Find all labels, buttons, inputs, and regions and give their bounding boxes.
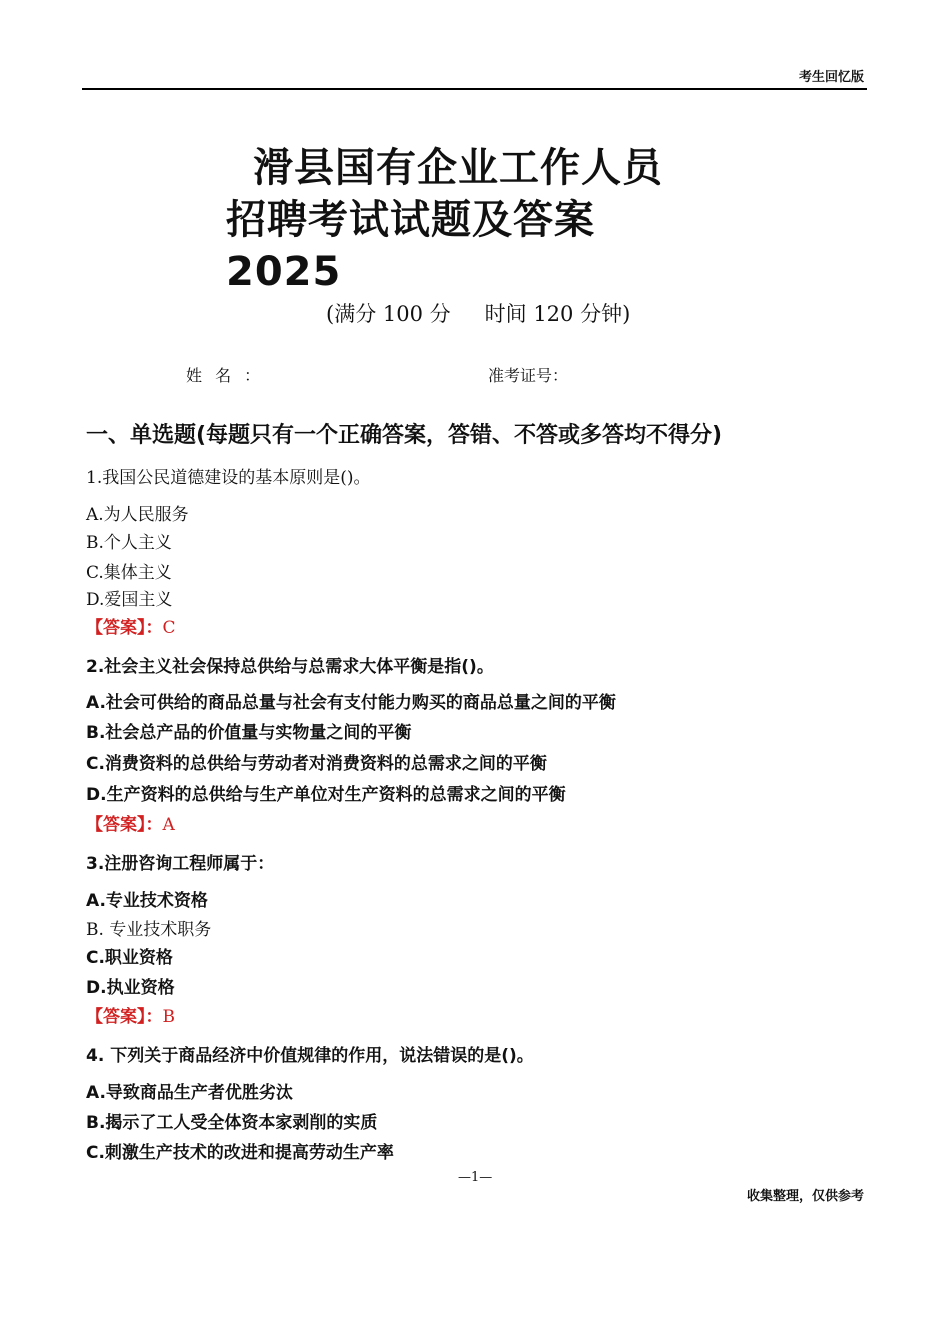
answer-value: B [162, 1007, 175, 1027]
document-title [226, 142, 663, 298]
title-line-1: 滑县国有企业工作人员 [253, 145, 663, 191]
question-3-option-a: A.专业技术资格 [86, 891, 208, 911]
question-4-option-b: B.揭示了工人受全体资本家剥削的实质 [86, 1113, 378, 1133]
ticket-number-label: 准考证号： [488, 366, 569, 385]
question-3-stem: 3.注册咨询工程师属于： [86, 854, 275, 874]
question-2-stem: 2.社会主义社会保持总供给与总需求大体平衡是指()。 [86, 657, 494, 677]
exam-info [326, 298, 630, 328]
question-1-option-b: B.个人主义 [86, 533, 172, 553]
question-1-stem: 1.我国公民道德建设的基本原则是()。 [86, 468, 371, 488]
answer-key-label: 【答案】： [86, 618, 163, 638]
header-rule [82, 88, 867, 90]
question-4-option-c: C.刺激生产技术的改进和提高劳动生产率 [86, 1143, 394, 1163]
title-line-3: 2025 [226, 249, 342, 295]
question-1-option-a: A.为人民服务 [86, 505, 189, 525]
question-2-option-b: B.社会总产品的价值量与实物量之间的平衡 [86, 723, 412, 743]
question-2-option-d: D.生产资料的总供给与生产单位对生产资料的总需求之间的平衡 [86, 785, 566, 805]
page-number: —1— [458, 1170, 493, 1185]
answer-key-label: 【答案】： [86, 1007, 163, 1027]
full-score: (满分 100 分 [326, 302, 451, 326]
header-tag: 考生回忆版 [798, 70, 864, 85]
answer-value: C [162, 618, 176, 638]
question-1-option-c: C.集体主义 [86, 563, 172, 583]
question-3-option-d: D.执业资格 [86, 978, 175, 998]
question-3-option-c: C.职业资格 [86, 948, 173, 968]
question-2-option-c: C.消费资料的总供给与劳动者对消费资料的总需求之间的平衡 [86, 754, 547, 774]
question-2-answer [86, 814, 876, 836]
name-field-label: 姓 名 ： [186, 366, 265, 385]
answer-value: A [162, 815, 175, 835]
question-4-option-a: A.导致商品生产者优胜劣汰 [86, 1083, 293, 1103]
question-3-option-b: B. 专业技术职务 [86, 920, 212, 940]
title-line-2: 招聘考试试题及答案 [226, 197, 595, 243]
question-1-option-d: D.爱国主义 [86, 590, 173, 610]
section-title: 一、单选题(每题只有一个正确答案，答错、不答或多答均不得分) [86, 423, 723, 448]
question-4-stem: 4. 下列关于商品经济中价值规律的作用，说法错误的是()。 [86, 1046, 534, 1066]
exam-time: 时间 120 分钟) [484, 302, 631, 326]
answer-key-label: 【答案】： [86, 815, 163, 835]
question-1-answer [86, 617, 876, 639]
question-3-answer [86, 1006, 876, 1028]
footer-note: 收集整理，仅供参考 [746, 1189, 864, 1204]
question-2-option-a: A.社会可供给的商品总量与社会有支付能力购买的商品总量之间的平衡 [86, 693, 616, 713]
